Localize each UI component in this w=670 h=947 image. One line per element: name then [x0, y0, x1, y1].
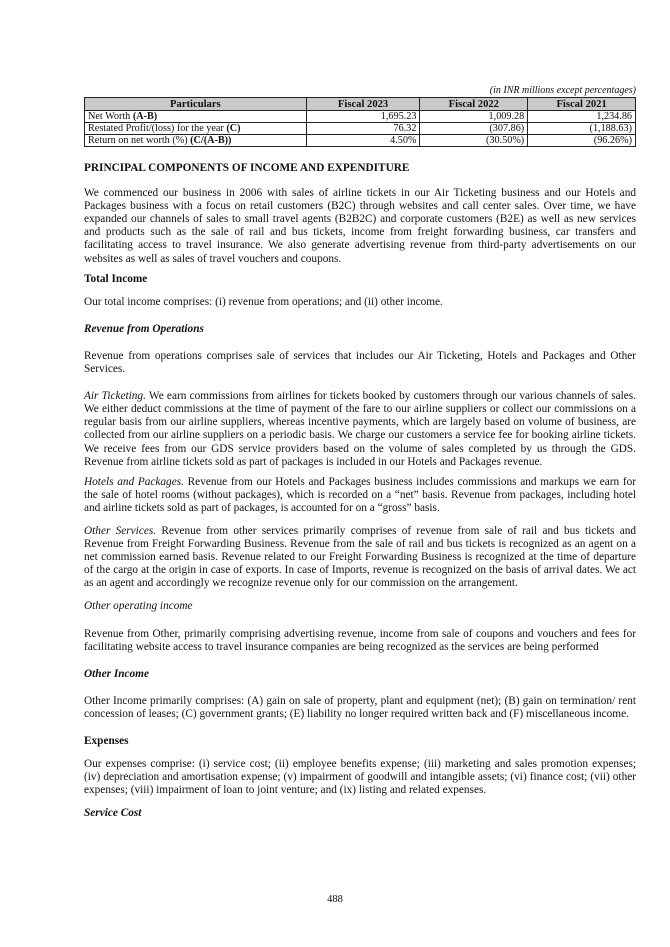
row-label-text: Return on net worth (%)	[88, 135, 191, 146]
row-label	[85, 135, 307, 147]
table-unit-note: (in INR millions except percentages)	[489, 85, 636, 96]
cell-value: 1,009.28	[420, 111, 528, 123]
heading-other-operating-income: Other operating income	[84, 600, 193, 613]
air-ticketing-lead: Air Ticketing.	[84, 390, 146, 403]
heading-expenses: Expenses	[84, 735, 129, 747]
hotels-packages-text: Revenue from our Hotels and Packages business includes commissions and markups we earn for the sale of hotel rooms (without packages), which is recorded on a “net” basis. Revenue from packages, including hotel and airline tickets sold as part of packages, is accounted for on a “gross” basis.	[84, 475, 636, 514]
header-fiscal-2021: Fiscal 2021	[528, 98, 636, 111]
cell-value: (96.26%)	[528, 135, 636, 147]
intro-paragraph: We commenced our business in 2006 with sales of airline tickets in our Air Ticketing business and our Hotels and Packages business with a focus on retail customers (B2C) through websites and call center sales. Over time, we have expanded our channels of sales to small travel agents (B2B2C) and corporate customers (B2E) as well as new services and products such as the sale of rail and bus tickets, income from freight forwarding business, car transfers and facilitating access to travel insurance. We also generate advertising revenue from third-party advertisements on our websites as well as sales of travel vouchers and coupons.	[84, 187, 636, 265]
other-services-text: Revenue from other services primarily comprises of revenue from sale of rail and bus tickets and Revenue from Freight Forwarding Business. Revenue from the sale of rail and bus tickets is recognized as an agent on a net commission earned basis. Revenue related to our Freight Forwarding Business is recognized at the time of departure of the cargo at the origin in case of exports. In case of Imports, revenue is recognized on the basis of arrival dates. We act as an agent and accordingly we recognize revenue only for our commission on the arrangement.	[84, 524, 637, 590]
header-fiscal-2023: Fiscal 2023	[306, 98, 420, 111]
cell-value: (1,188.63)	[528, 123, 636, 135]
header-fiscal-2022: Fiscal 2022	[420, 98, 528, 111]
air-ticketing-paragraph	[84, 390, 636, 469]
cell-value: (307.86)	[420, 123, 528, 135]
revenue-ops-paragraph: Revenue from operations comprises sale of services that includes our Air Ticketing, Hotels and Packages and Other Services.	[84, 349, 636, 376]
row-label-formula: (C/(A-B))	[190, 135, 232, 146]
table-row	[85, 123, 636, 135]
section-title: PRINCIPAL COMPONENTS OF INCOME AND EXPENDITURE	[84, 162, 410, 174]
row-label	[85, 123, 307, 135]
table-row	[85, 111, 636, 123]
body-text	[84, 162, 636, 820]
other-services-lead: Other Services.	[84, 524, 157, 537]
air-ticketing-text: We earn commissions from airlines for tickets booked by customers through our various channels of sales. We either deduct commissions at the time of payment of the fare to our airline suppliers or collect our commissions on a regular basis from our airline suppliers, whereas incentive payments, which are largely based on volume of business, are collected from our airline suppliers on a periodic basis. We charge our customers a service fee for booking airline tickets. We receive fees from our GDS service providers based on the volume of sales completed by us through the GDS. Revenue from airline tickets sold as part of packages is included in our Hotels and Packages revenue.	[84, 390, 636, 468]
expenses-paragraph: Our expenses comprise: (i) service cost; (ii) employee benefits expense; (iii) marketing and sales promotion expenses; (iv) depreciation and amortisation expense; (v) impairment of goodwill and intangible assets; (vi) finance cost; (vii) other expenses; (viii) impairment of loan to joint venture; and (ix) listing and related expenses.	[84, 758, 636, 797]
total-income-paragraph: Our total income comprises: (i) revenue from operations; and (ii) other income.	[84, 295, 443, 308]
table-row	[85, 135, 636, 147]
row-label-text: Restated Profit/(loss) for the year	[88, 123, 227, 134]
heading-revenue-from-operations: Revenue from Operations	[84, 322, 204, 335]
other-services-paragraph	[84, 525, 636, 590]
row-label-text: Net Worth	[88, 111, 133, 122]
return-on-net-worth-table	[84, 97, 636, 147]
page-number: 488	[327, 894, 343, 905]
heading-service-cost: Service Cost	[84, 807, 142, 820]
cell-value: 76.32	[306, 123, 420, 135]
table-header-row	[85, 98, 636, 111]
hotels-packages-lead: Hotels and Packages.	[84, 475, 184, 488]
hotels-packages-paragraph	[84, 476, 636, 515]
row-label-formula: (C)	[226, 123, 241, 134]
cell-value: (30.50%)	[420, 135, 528, 147]
cell-value: 1,695.23	[306, 111, 420, 123]
row-label	[85, 111, 307, 123]
other-operating-paragraph: Revenue from Other, primarily comprising advertising revenue, income from sale of coupons and vouchers and fees for facilitating website access to travel insurance companies are being recognized as the services are being performed	[84, 627, 636, 653]
heading-total-income: Total Income	[84, 272, 148, 285]
cell-value: 1,234.86	[528, 111, 636, 123]
cell-value: 4.50%	[306, 135, 420, 147]
other-income-paragraph: Other Income primarily comprises: (A) gain on sale of property, plant and equipment (net); (B) gain on termination/ rent concession of leases; (C) government grants; (E) liability no longer required written back and (F) miscellaneous income.	[84, 694, 636, 720]
heading-other-income: Other Income	[84, 667, 149, 680]
row-label-formula: (A-B)	[132, 111, 158, 122]
header-particulars: Particulars	[85, 98, 307, 111]
